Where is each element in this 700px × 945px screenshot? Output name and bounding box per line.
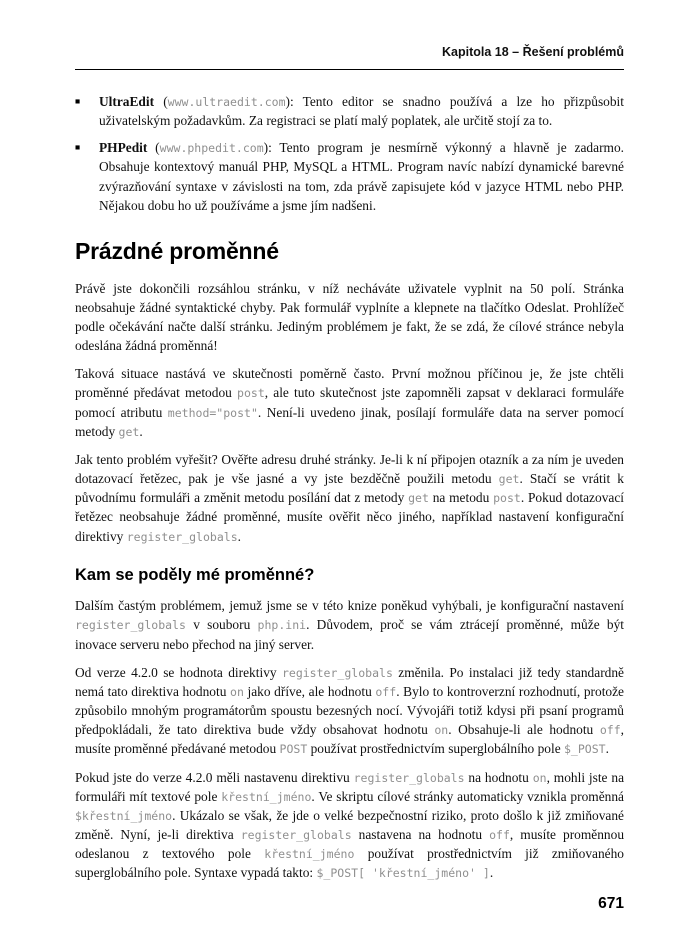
text-segment: používat prostřednictvím již zmiňovaného superglobálního pole. Syntaxe vypadá takto: — [75, 846, 624, 881]
inline-code: off — [489, 828, 510, 843]
text-segment: v souboru — [185, 617, 258, 633]
text-segment: . Není-li uvedeno jinak, posílají formuláře data na server pomocí metody — [75, 404, 624, 439]
text-segment: Jak tento problém vyřešit? Ověřte adresu druhé stránky. Je-li k ní připojen otazník a za ním je uveden dotazovací řetězec, pak je vše jasné a vy jste bezděčně použili metodu — [75, 451, 624, 487]
text-segment: . Stačí se vrátit k původnímu formuláři a změnit metodu posílání dat z metody — [75, 471, 624, 506]
bullet-list — [75, 92, 624, 215]
text-segment: . — [489, 865, 494, 881]
text-segment: na hodnotu — [464, 769, 533, 785]
inline-code: post — [237, 386, 265, 401]
inline-code: get — [408, 491, 429, 506]
paragraph — [75, 364, 624, 441]
inline-code: křestní_jméno — [221, 789, 312, 804]
text-segment: , ale tuto skutečnost jste zapomněli zapsat v deklaraci formuláře pomocí atributu — [75, 385, 624, 420]
inline-code: on — [434, 723, 449, 738]
text-segment: ): Tento editor se snadno používá a lze ho přizpůsobit uživatelským požadavkům. Za registraci se platí malý poplatek, ale určitě stojí za to. — [99, 93, 624, 129]
page-number: 671 — [598, 894, 624, 912]
text-segment: Pokud jste do verze 4.2.0 měli nastavenu direktivu — [75, 769, 354, 785]
text-segment: Právě jste dokončili rozsáhlou stránku, v níž necháváte uživatele vyplnit na 50 polí. Stránka neobsahuje žádné syntaktické chyby. Pak formulář vyplníte a klepnete na tlačítko Odeslat. Prohlížeč podle očekávání načte další stránku. Jediným problémem je fakt, že se zdá, že cílové stránce nebyla odeslána žádná proměnná! — [75, 280, 624, 354]
section-heading-empty-variables: Prázdné proměnné — [75, 237, 279, 264]
inline-code: php.ini — [257, 618, 307, 633]
inline-code: www.ultraedit.com — [167, 94, 286, 109]
paragraph — [75, 450, 624, 546]
inline-code: off — [599, 723, 621, 738]
paragraph — [75, 596, 624, 653]
text-segment: . — [139, 423, 143, 439]
inline-code: register_globals — [353, 770, 465, 785]
text-segment: . — [605, 741, 609, 757]
inline-code: on — [230, 684, 244, 699]
text-segment: změnila. Po instalaci již tedy standardně nemá tato direktiva hodnotu — [75, 664, 624, 699]
text-segment: ( — [147, 140, 160, 156]
text-segment: . Ukázalo se však, že jde o velké bezpečnostní riziko, proto došlo k již zmiňované změně. Nyní, je-li direktiva — [75, 807, 624, 843]
text-segment: , mohli jste na formuláři mít textové pole — [75, 769, 625, 804]
page-body — [75, 92, 624, 883]
inline-code: post — [493, 491, 521, 506]
bullet-square-icon: ■ — [75, 95, 81, 106]
bullet-text — [99, 92, 624, 130]
text-segment: Dalším častým problémem, jemuž jsme se v této knize poněkud vyhýbali, je konfigurační nastavení — [75, 598, 624, 614]
bullet-text — [99, 138, 624, 215]
paragraph — [75, 768, 624, 883]
paragraph — [75, 279, 624, 356]
inline-code: get — [118, 424, 140, 439]
inline-code: $_POST[ 'křestní_jméno' ] — [316, 866, 490, 881]
text-segment: . Bylo to kontroverzní rozhodnutí, protože způsobilo mnohým programátorům spoustu bezesných nocí. Vývojáři totiž kdysi při psaní programů předpokládali, že tato direktiva bude vždy obsahovat hodnotu — [75, 683, 624, 738]
text-segment: PHPedit — [99, 140, 148, 156]
text-segment: . Ve skriptu cílové stránky automaticky vznikla proměnná — [311, 788, 624, 804]
inline-code: off — [375, 684, 397, 699]
text-segment: nastavena na hodnotu — [351, 827, 490, 843]
inline-code: method="post" — [167, 405, 258, 420]
text-segment: . Důvodem, proč se vám ztrácejí proměnné, může být inovace serveru nebo přechod na jiný server. — [75, 617, 624, 652]
text-segment: , musíte proměnnou odeslanou z textového pole — [75, 827, 625, 862]
paragraph — [75, 663, 624, 759]
section-heading-where-variables: Kam se poděly mé proměnné? — [75, 565, 315, 584]
inline-code: www.phpedit.com — [159, 141, 264, 156]
inline-code: get — [498, 472, 520, 487]
text-segment: . Obsahuje-li ale hodnotu — [448, 722, 600, 738]
inline-code: register_globals — [126, 529, 238, 544]
inline-code: register_globals — [281, 665, 393, 680]
inline-code: $_POST — [563, 742, 606, 757]
list-item — [75, 138, 624, 215]
text-segment: . Pokud dotazovací řetězec neobsahuje žádné proměnné, musíte ověřit něco jiného, například nastavení konfigurační direktivy — [75, 490, 624, 544]
text-segment: . — [237, 528, 241, 544]
bullet-square-icon: ■ — [75, 142, 81, 153]
inline-code: $křestní_jméno — [75, 808, 173, 823]
list-item — [75, 92, 624, 130]
page-header — [75, 44, 624, 70]
text-segment: , musíte proměnné předávané metodou — [75, 722, 624, 757]
text-segment: Taková situace nastává ve skutečnosti poměrně často. První možnou příčinou je, že jste chtěli proměnné předávat metodou — [75, 366, 624, 401]
inline-code: křestní_jméno — [264, 847, 355, 862]
text-segment: jako dříve, ale hodnotu — [243, 683, 376, 699]
text-segment: ( — [154, 93, 168, 109]
inline-code: register_globals — [75, 618, 186, 633]
text-segment: UltraEdit — [99, 93, 155, 109]
inline-code: register_globals — [240, 828, 352, 843]
inline-code: on — [532, 770, 547, 785]
text-segment: Od verze 4.2.0 se hodnota direktivy — [75, 664, 282, 680]
text-segment: používat prostřednictvím superglobálního pole — [307, 741, 564, 757]
inline-code: POST — [279, 742, 308, 757]
chapter-header-title: Kapitola 18 – Řešení problémů — [442, 45, 624, 59]
text-segment: ): Tento program je nesmírně výkonný a hlavně je zadarmo. Obsahuje kontextový manuál PHP, MySQL a HTML. Program navíc nabízí dynamické barevné zvýrazňování syntaxe v závislosti na tom, zda právě zapisujete kód v jazyce HTML nebo PHP. Nějakou dobu ho už používáme a jsme jím nadšeni. — [99, 140, 624, 213]
text-segment: na metodu — [428, 490, 494, 506]
